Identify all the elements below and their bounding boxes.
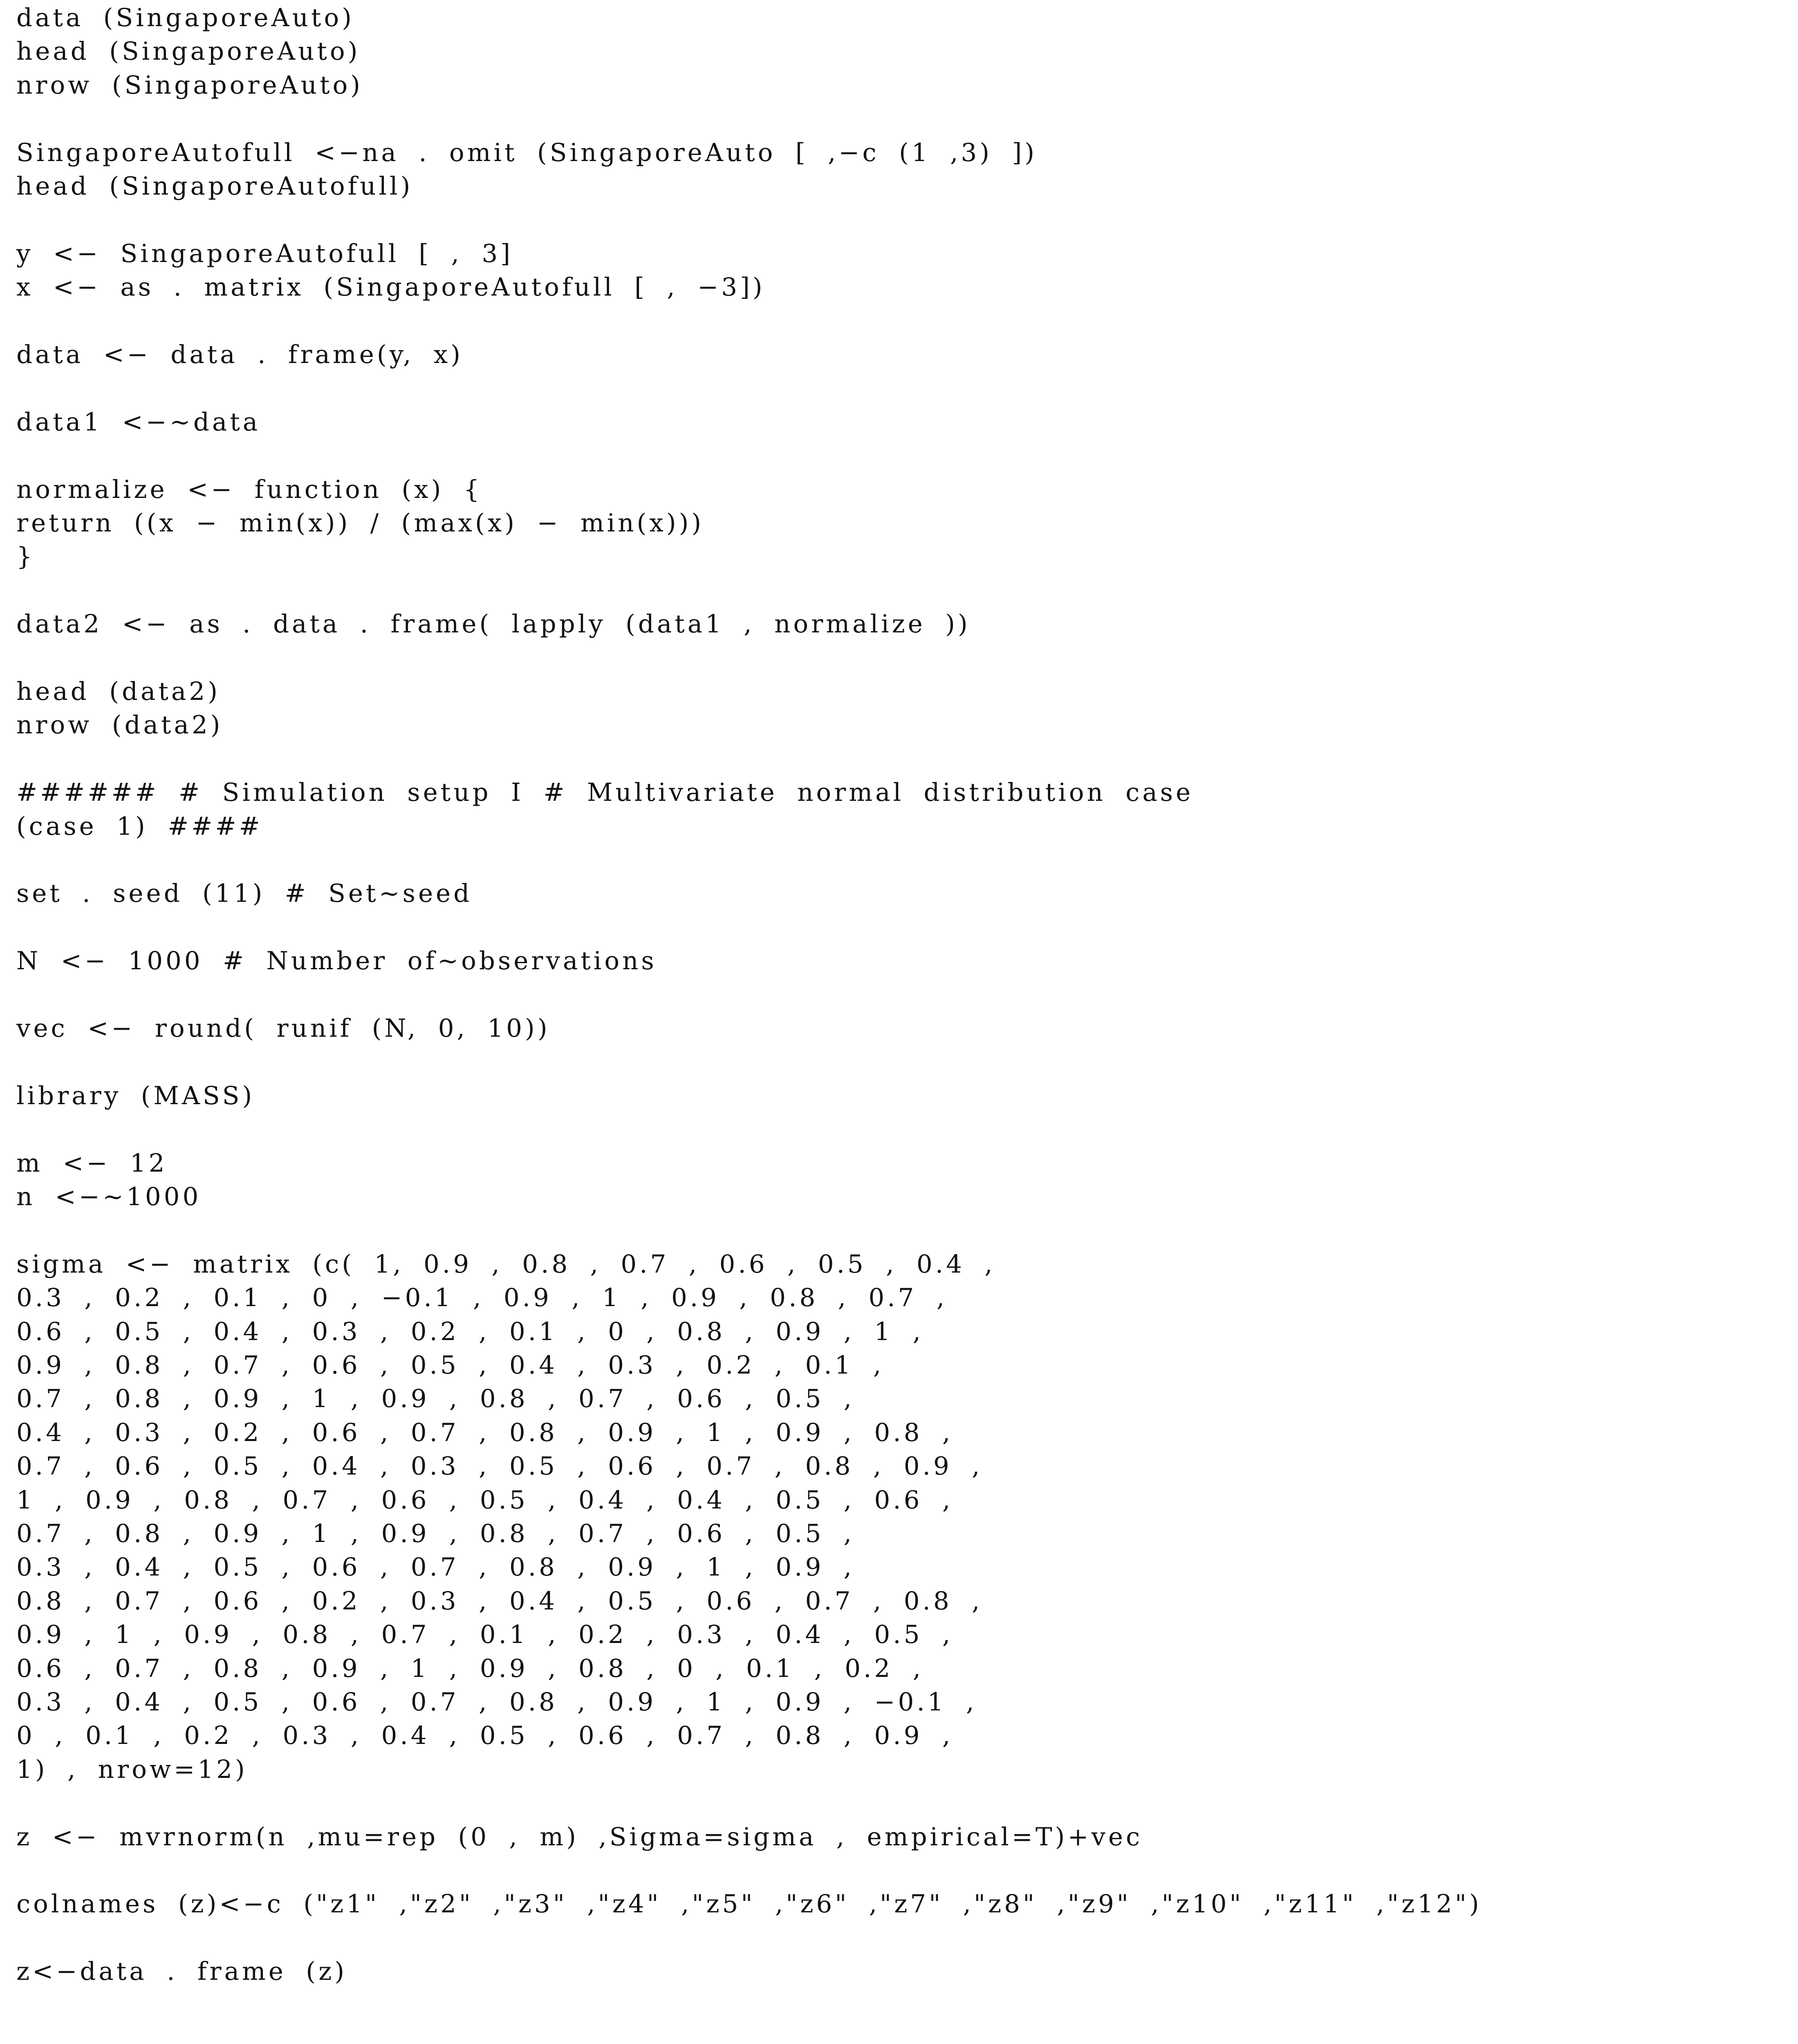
code-line: head (SingaporeAutofull): [16, 172, 413, 201]
code-line: data2 <− as . data . frame( lapply (data1 , normalize )): [16, 610, 971, 639]
code-line: data (SingaporeAuto): [16, 3, 354, 32]
code-line: library (MASS): [16, 1081, 255, 1110]
code-line: z <− mvrnorm(n ,mu=rep (0 , m) ,Sigma=sigma , empirical=T)+vec: [16, 1822, 1143, 1851]
code-line: 0 , 0.1 , 0.2 , 0.3 , 0.4 , 0.5 , 0.6 , 0.7 , 0.8 , 0.9 ,: [16, 1721, 953, 1750]
code-line: vec <− round( runif (N, 0, 10)): [16, 1014, 550, 1043]
code-line: m <− 12: [16, 1148, 168, 1178]
code-line: colnames (z)<−c ("z1" ,"z2" ,"z3" ,"z4" ,"z5" ,"z6" ,"z7" ,"z8" ,"z9" ,"z10" ,"z11" ,"z12"): [16, 1889, 1482, 1919]
code-line: head (data2): [16, 677, 220, 706]
code-line: 0.4 , 0.3 , 0.2 , 0.6 , 0.7 , 0.8 , 0.9 , 1 , 0.9 , 0.8 ,: [16, 1418, 953, 1447]
code-line: head (SingaporeAuto): [16, 37, 361, 66]
code-line: 0.7 , 0.8 , 0.9 , 1 , 0.9 , 0.8 , 0.7 , 0.6 , 0.5 ,: [16, 1519, 855, 1548]
code-line: data1 <−~data: [16, 407, 261, 437]
code-line: 0.3 , 0.4 , 0.5 , 0.6 , 0.7 , 0.8 , 0.9 , 1 , 0.9 , −0.1 ,: [16, 1688, 977, 1717]
code-line: ###### # Simulation setup I # Multivariate normal distribution case: [16, 778, 1194, 807]
code-line: return ((x − min(x)) / (max(x) − min(x))): [16, 509, 704, 538]
code-line: 0.7 , 0.8 , 0.9 , 1 , 0.9 , 0.8 , 0.7 , 0.6 , 0.5 ,: [16, 1384, 855, 1414]
code-line: 0.8 , 0.7 , 0.6 , 0.2 , 0.3 , 0.4 , 0.5 , 0.6 , 0.7 , 0.8 ,: [16, 1586, 983, 1616]
code-line: 0.9 , 0.8 , 0.7 , 0.6 , 0.5 , 0.4 , 0.3 , 0.2 , 0.1 ,: [16, 1351, 884, 1380]
code-line: N <− 1000 # Number of~observations: [16, 946, 657, 976]
code-line: (case 1) ####: [16, 811, 263, 841]
code-line: 0.6 , 0.5 , 0.4 , 0.3 , 0.2 , 0.1 , 0 , 0.8 , 0.9 , 1 ,: [16, 1317, 924, 1346]
code-line: sigma <− matrix (c( 1, 0.9 , 0.8 , 0.7 , 0.6 , 0.5 , 0.4 ,: [16, 1249, 995, 1279]
code-line: 0.9 , 1 , 0.9 , 0.8 , 0.7 , 0.1 , 0.2 , 0.3 , 0.4 , 0.5 ,: [16, 1620, 953, 1650]
code-line: 1) , nrow=12): [16, 1755, 248, 1784]
code-line: nrow (SingaporeAuto): [16, 70, 363, 100]
code-line: }: [16, 542, 35, 572]
code-line: y <− SingaporeAutofull [ , 3]: [16, 239, 513, 268]
code-line: set . seed (11) # Set~seed: [16, 879, 473, 908]
code-line: nrow (data2): [16, 710, 223, 740]
code-line: data <− data . frame(y, x): [16, 340, 463, 369]
code-line: 0.6 , 0.7 , 0.8 , 0.9 , 1 , 0.9 , 0.8 , 0 , 0.1 , 0.2 ,: [16, 1654, 924, 1683]
code-line: 0.3 , 0.2 , 0.1 , 0 , −0.1 , 0.9 , 1 , 0.9 , 0.8 , 0.7 ,: [16, 1283, 948, 1313]
code-listing: [16, 0, 1791, 2044]
code-line: 1 , 0.9 , 0.8 , 0.7 , 0.6 , 0.5 , 0.4 , 0.4 , 0.5 , 0.6 ,: [16, 1485, 953, 1515]
code-line: normalize <− function (x) {: [16, 475, 482, 504]
code-line: 0.7 , 0.6 , 0.5 , 0.4 , 0.3 , 0.5 , 0.6 , 0.7 , 0.8 , 0.9 ,: [16, 1452, 983, 1481]
code-line: n <−~1000: [16, 1182, 202, 1211]
code-line: SingaporeAutofull <−na . omit (SingaporeAuto [ ,−c (1 ,3) ]): [16, 138, 1037, 167]
code-line: 0.3 , 0.4 , 0.5 , 0.6 , 0.7 , 0.8 , 0.9 , 1 , 0.9 ,: [16, 1553, 855, 1582]
code-line: z<−data . frame (z): [16, 1957, 347, 1986]
code-line: x <− as . matrix (SingaporeAutofull [ , −3]): [16, 273, 765, 302]
